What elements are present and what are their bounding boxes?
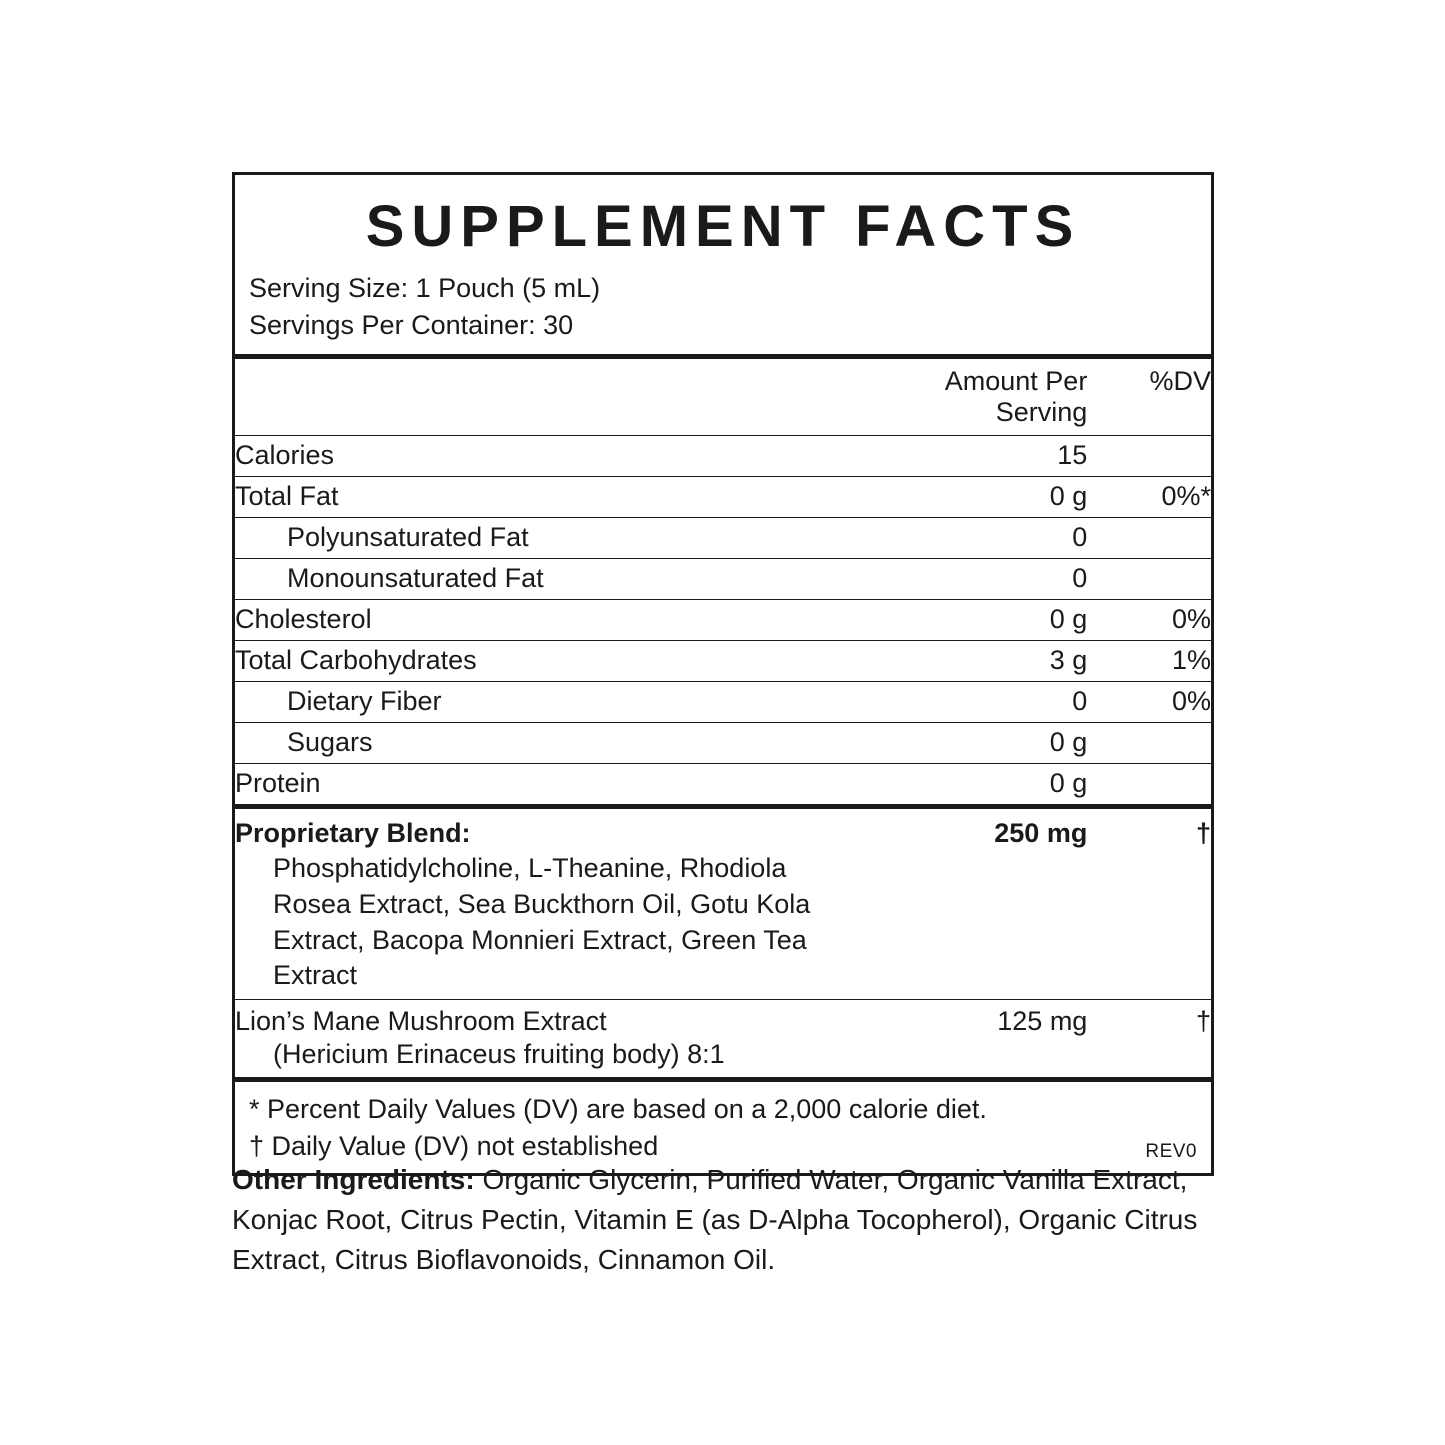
row-label: Total Fat (235, 477, 880, 518)
supplement-facts-panel (232, 172, 1214, 1176)
table-row (235, 764, 1211, 807)
row-dv (1087, 723, 1211, 764)
row-label: Sugars (235, 723, 880, 764)
blend-label: Proprietary Blend: (235, 807, 880, 852)
row-amount: 0 g (880, 723, 1087, 764)
row-dv: 0%* (1087, 477, 1211, 518)
footnote-daily-values: * Percent Daily Values (DV) are based on a 2,000 calorie diet. (249, 1093, 987, 1124)
row-amount: 15 (880, 436, 1087, 477)
table-header-row (235, 357, 1211, 436)
panel-title: SUPPLEMENT FACTS (365, 194, 1081, 259)
table-row (235, 518, 1211, 559)
row-amount: 0 g (880, 477, 1087, 518)
table-row (235, 477, 1211, 518)
row-amount: 0 g (880, 600, 1087, 641)
other-ingredients (232, 1160, 1232, 1279)
header-dv: %DV (1087, 357, 1211, 436)
footnotes (235, 1077, 1211, 1174)
row-label: Protein (235, 764, 880, 807)
lions-mane-dv: † (1087, 999, 1211, 1076)
table-row (235, 723, 1211, 764)
serving-size: Serving Size: 1 Pouch (5 mL) (249, 272, 601, 303)
table-row (235, 682, 1211, 723)
blend-ingredients-cell (235, 851, 1211, 999)
row-label: Monounsaturated Fat (235, 559, 880, 600)
lions-mane-subtext: (Hericium Erinaceus fruiting body) 8:1 (273, 1038, 725, 1069)
row-label: Cholesterol (235, 600, 880, 641)
row-label: Total Carbohydrates (235, 641, 880, 682)
servings-per-container: Servings Per Container: 30 (249, 310, 574, 341)
row-dv (1087, 559, 1211, 600)
revision-code: REV0 (1145, 1140, 1197, 1162)
row-dv: 0% (1087, 600, 1211, 641)
row-label: Polyunsaturated Fat (235, 518, 880, 559)
nutrition-table (235, 354, 1211, 1076)
proprietary-blend-row (235, 807, 1211, 852)
row-amount: 0 (880, 518, 1087, 559)
lions-mane-amount: 125 mg (880, 999, 1087, 1076)
blend-dv: † (1087, 807, 1211, 852)
header-amount-per-serving: Amount Per Serving (880, 357, 1087, 436)
lions-mane-label (235, 999, 880, 1076)
row-amount: 0 g (880, 764, 1087, 807)
table-row (235, 600, 1211, 641)
row-dv (1087, 436, 1211, 477)
row-dv (1087, 518, 1211, 559)
other-ingredients-label: Other Ingredients: (232, 1164, 475, 1195)
row-amount: 0 (880, 559, 1087, 600)
table-row (235, 641, 1211, 682)
row-amount: 3 g (880, 641, 1087, 682)
other-ingredients-text: Organic Glycerin, Purified Water, Organic Vanilla Extract, Konjac Root, Citrus Pectin, Vitamin E (as D-Alpha Tocopherol), Organic Citrus Extract, Citrus Bioflavonoids, Cinnamon Oil. (232, 1164, 1198, 1275)
blend-amount: 250 mg (880, 807, 1087, 852)
lions-mane-row (235, 999, 1211, 1076)
row-amount: 0 (880, 682, 1087, 723)
row-label: Calories (235, 436, 880, 477)
serving-info (235, 264, 1211, 355)
row-dv (1087, 764, 1211, 807)
row-dv: 0% (1087, 682, 1211, 723)
table-row (235, 559, 1211, 600)
header-blank (235, 357, 880, 436)
lions-mane-name: Lion’s Mane Mushroom Extract (235, 1005, 607, 1036)
row-label: Dietary Fiber (235, 682, 880, 723)
blend-ingredients: Phosphatidylcholine, L-Theanine, Rhodiola Rosea Extract, Sea Buckthorn Oil, Gotu Kola Extract, Bacopa Monnieri Extract, Green Tea Extract (273, 853, 811, 991)
proprietary-blend-ingredients-row (235, 851, 1211, 999)
table-row (235, 436, 1211, 477)
footnote-dv-not-established: † Daily Value (DV) not established (249, 1130, 659, 1161)
row-dv: 1% (1087, 641, 1211, 682)
